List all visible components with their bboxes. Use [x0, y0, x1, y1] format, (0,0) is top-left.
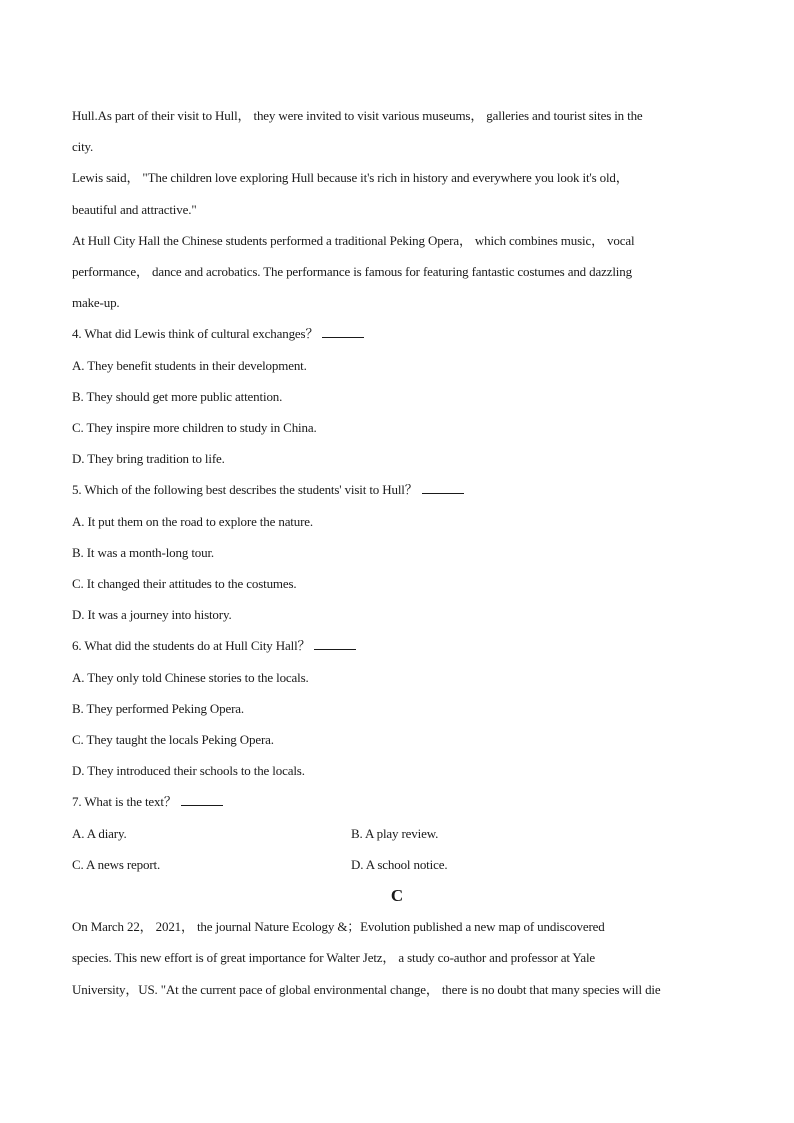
question-text: 4. What did Lewis think of cultural exchanges？: [72, 326, 319, 342]
option-a: A. It put them on the road to explore the nature.: [72, 513, 314, 529]
answer-blank[interactable]: [181, 791, 223, 806]
option-a: A. They benefit students in their development.: [72, 357, 307, 373]
answer-blank[interactable]: [314, 635, 356, 650]
passage-line: species. This new effort is of great importance for Walter Jetz， a study co-author and professor at Yale: [72, 950, 596, 966]
question-title: [72, 786, 722, 817]
option-a: A. A diary.: [72, 825, 127, 841]
question-text: 6. What did the students do at Hull City Hall？: [72, 638, 311, 654]
option-c: C. It changed their attitudes to the costumes.: [72, 576, 297, 592]
option-d: D. It was a journey into history.: [72, 607, 232, 623]
option-a: A. They only told Chinese stories to the locals.: [72, 669, 309, 685]
passage-b-continuation: [72, 100, 722, 318]
question-4: [72, 318, 722, 474]
question-5: [72, 474, 722, 630]
option-c: C. They taught the locals Peking Opera.: [72, 732, 274, 748]
question-7: [72, 786, 722, 880]
section-c-heading: C: [390, 886, 404, 906]
passage-line: beautiful and attractive.": [72, 201, 197, 217]
answer-blank[interactable]: [422, 479, 464, 494]
question-title: [72, 474, 722, 505]
option-row: [72, 849, 722, 880]
passage-line: city.: [72, 139, 94, 155]
option-c: C. They inspire more children to study in China.: [72, 420, 317, 436]
option-b: B. A play review.: [351, 825, 439, 841]
option-b: B. They should get more public attention.: [72, 388, 283, 404]
option-d: D. They introduced their schools to the locals.: [72, 763, 305, 779]
passage-line: Hull.As part of their visit to Hull， they were invited to visit various museums， galleries and tourist sites in the: [72, 108, 643, 123]
passage-c: [72, 911, 722, 1005]
document-page: [72, 100, 722, 1005]
option-d: D. They bring tradition to life.: [72, 451, 225, 467]
option-c: C. A news report.: [72, 856, 161, 872]
question-text: 5. Which of the following best describes the students' visit to Hull？: [72, 482, 418, 498]
option-d: D. A school notice.: [351, 856, 448, 872]
passage-line: performance， dance and acrobatics. The performance is famous for featuring fantastic costumes and dazzling: [72, 264, 632, 280]
question-6: [72, 630, 722, 786]
answer-blank[interactable]: [322, 323, 364, 338]
option-b: B. They performed Peking Opera.: [72, 700, 245, 716]
question-title: [72, 630, 722, 661]
passage-line: Lewis said， "The children love exploring Hull because it's rich in history and everywhere you look it's old，: [72, 170, 629, 186]
passage-line: At Hull City Hall the Chinese students performed a traditional Peking Opera， which combines music， vocal: [72, 232, 635, 248]
passage-line: make-up.: [72, 295, 120, 311]
question-title: [72, 318, 722, 349]
option-row: [72, 818, 722, 849]
passage-line: University，US. "At the current pace of global environmental change， there is no doubt that many species will die: [72, 981, 661, 997]
passage-line: On March 22， 2021， the journal Nature Ecology &；Evolution published a new map of undiscovered: [72, 919, 605, 935]
option-b: B. It was a month-long tour.: [72, 544, 215, 560]
question-text: 7. What is the text？: [72, 794, 177, 810]
